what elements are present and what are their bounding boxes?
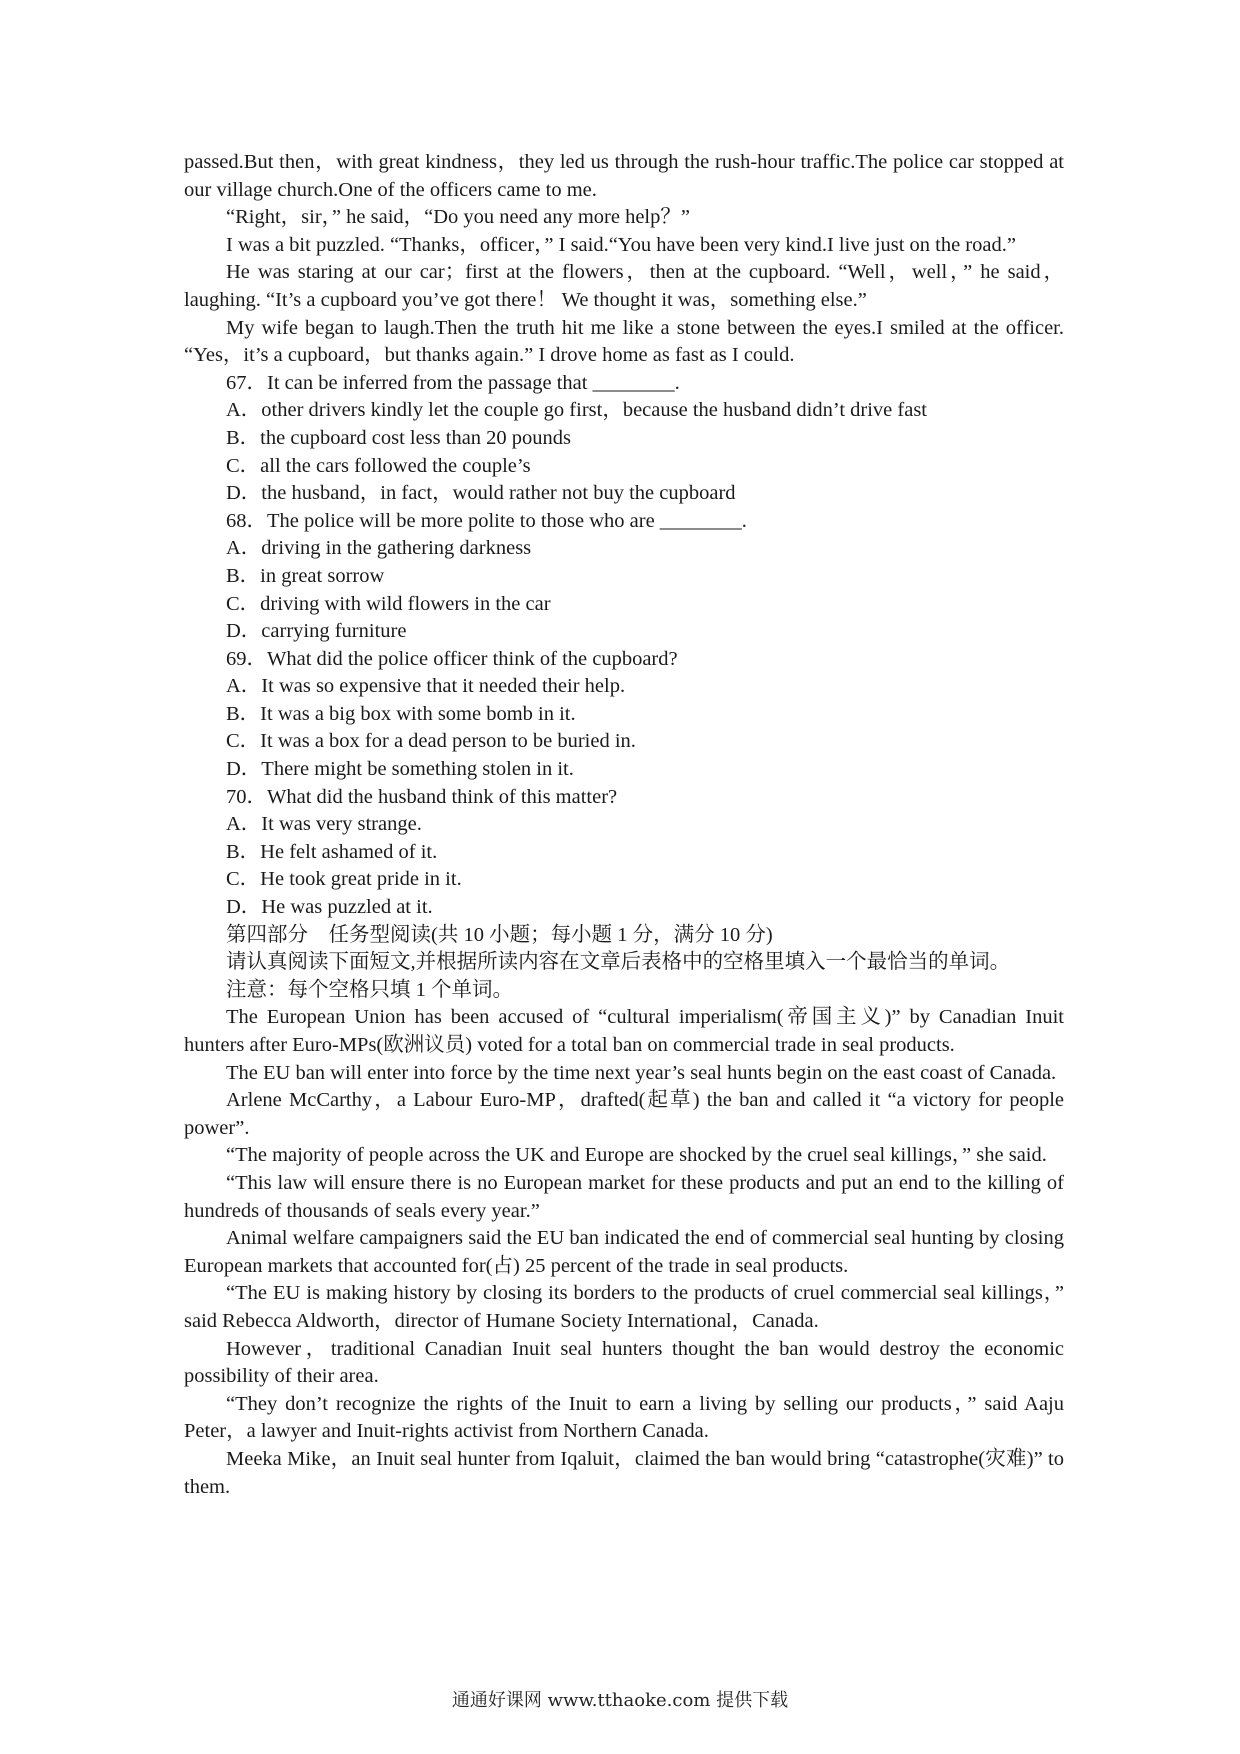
article-paragraph: The EU ban will enter into force by the time next year’s seal hunts begin on the east coast of Canada.: [226, 1061, 1057, 1084]
article-paragraph: Arlene McCarthy，a Labour Euro-MP，drafted(起草) the ban and called it “a victory for people power”.: [184, 1089, 1064, 1139]
option-c: C．It was a box for a dead person to be buried in.: [226, 730, 636, 753]
story-paragraph: “Right，sir，” he said，“Do you need any more help？”: [226, 206, 690, 229]
option-d: D．He was puzzled at it.: [226, 896, 433, 919]
option-a: A．other drivers kindly let the couple go first，because the husband didn’t drive fast: [226, 399, 928, 422]
article-paragraph: The European Union has been accused of “cultural imperialism(帝国主义)” by Canadian Inuit hunters after Euro-MPs(欧洲议员) voted for a total ban on commercial trade in seal products.: [184, 1006, 1064, 1056]
section-instruction: 请认真阅读下面短文,并根据所读内容在文章后表格中的空格里填入一个最恰当的单词。: [226, 951, 1011, 974]
question-67: [184, 370, 1064, 508]
question-stem: 69．What did the police officer think of the cupboard?: [226, 647, 678, 670]
article-paragraph: “The EU is making history by closing its borders to the products of cruel commercial seal killings，” said Rebecca Aldworth，director of Humane Society International，Canada.: [184, 1282, 1064, 1332]
option-a: A．It was so expensive that it needed their help.: [226, 675, 626, 698]
page-footer: 通通好课网 www.tthaoke.com 提供下载: [451, 1690, 789, 1711]
story-paragraph: passed.But then，with great kindness，they led us through the rush-hour traffic.The police car stopped at our village church.One of the officers came to me.: [184, 151, 1064, 201]
article-paragraph: Meeka Mike，an Inuit seal hunter from Iqaluit，claimed the ban would bring “catastrophe(灾难)” to them.: [184, 1447, 1064, 1498]
option-b: B．It was a big box with some bomb in it.: [226, 702, 576, 725]
option-d: D．carrying furniture: [226, 620, 407, 643]
option-a: A．It was very strange.: [226, 813, 422, 836]
question-70: [184, 784, 1064, 922]
article-paragraph: Animal welfare campaigners said the EU ban indicated the end of commercial seal hunting by closing European markets that accounted for(占) 25 percent of the trade in seal products.: [184, 1227, 1064, 1277]
article-paragraph: However，traditional Canadian Inuit seal hunters thought the ban would destroy the economic possibility of their area.: [184, 1337, 1064, 1388]
article-paragraph: “The majority of people across the UK and Europe are shocked by the cruel seal killings，” she said.: [226, 1144, 1047, 1167]
option-c: C．driving with wild flowers in the car: [226, 592, 551, 615]
section-note: 注意：每个空格只填 1 个单词。: [226, 978, 513, 1001]
article-paragraph: “This law will ensure there is no European market for these products and put an end to the killing of hundreds of thousands of seals every year.”: [184, 1171, 1064, 1222]
option-b: B．the cupboard cost less than 20 pounds: [226, 426, 572, 449]
option-d: D．There might be something stolen in it.: [226, 758, 574, 781]
question-stem: 68．The police will be more polite to those who are ________.: [226, 509, 747, 532]
story-paragraph: He was staring at our car；first at the flowers，then at the cupboard. “Well，well，” he said，laughing. “It’s a cupboard you’ve got there！ We thought it was，something else.”: [184, 261, 1064, 311]
question-stem: 70．What did the husband think of this matter?: [226, 785, 618, 808]
page-content: [184, 149, 1064, 1501]
article-paragraph: “They don’t recognize the rights of the Inuit to earn a living by selling our products，” said Aaju Peter，a lawyer and Inuit-rights activist from Northern Canada.: [184, 1392, 1064, 1443]
story-paragraph: I was a bit puzzled. “Thanks，officer，” I said.“You have been very kind.I live just on the road.”: [226, 233, 1016, 256]
option-b: B．in great sorrow: [226, 564, 385, 587]
question-stem: 67．It can be inferred from the passage that ________.: [226, 371, 680, 394]
option-b: B．He felt ashamed of it.: [226, 840, 438, 863]
option-a: A．driving in the gathering darkness: [226, 537, 532, 560]
option-d: D．the husband，in fact，would rather not buy the cupboard: [226, 482, 736, 505]
option-c: C．He took great pride in it.: [226, 868, 462, 891]
question-69: [184, 646, 1064, 784]
story-paragraph: My wife began to laugh.Then the truth hit me like a stone between the eyes.I smiled at the officer. “Yes，it’s a cupboard，but thanks again.” I drove home as fast as I could.: [184, 316, 1064, 367]
option-c: C．all the cars followed the couple’s: [226, 454, 531, 477]
section-heading: 第四部分 任务型阅读(共 10 小题；每小题 1 分，满分 10 分): [226, 923, 773, 946]
question-68: [184, 508, 1064, 646]
